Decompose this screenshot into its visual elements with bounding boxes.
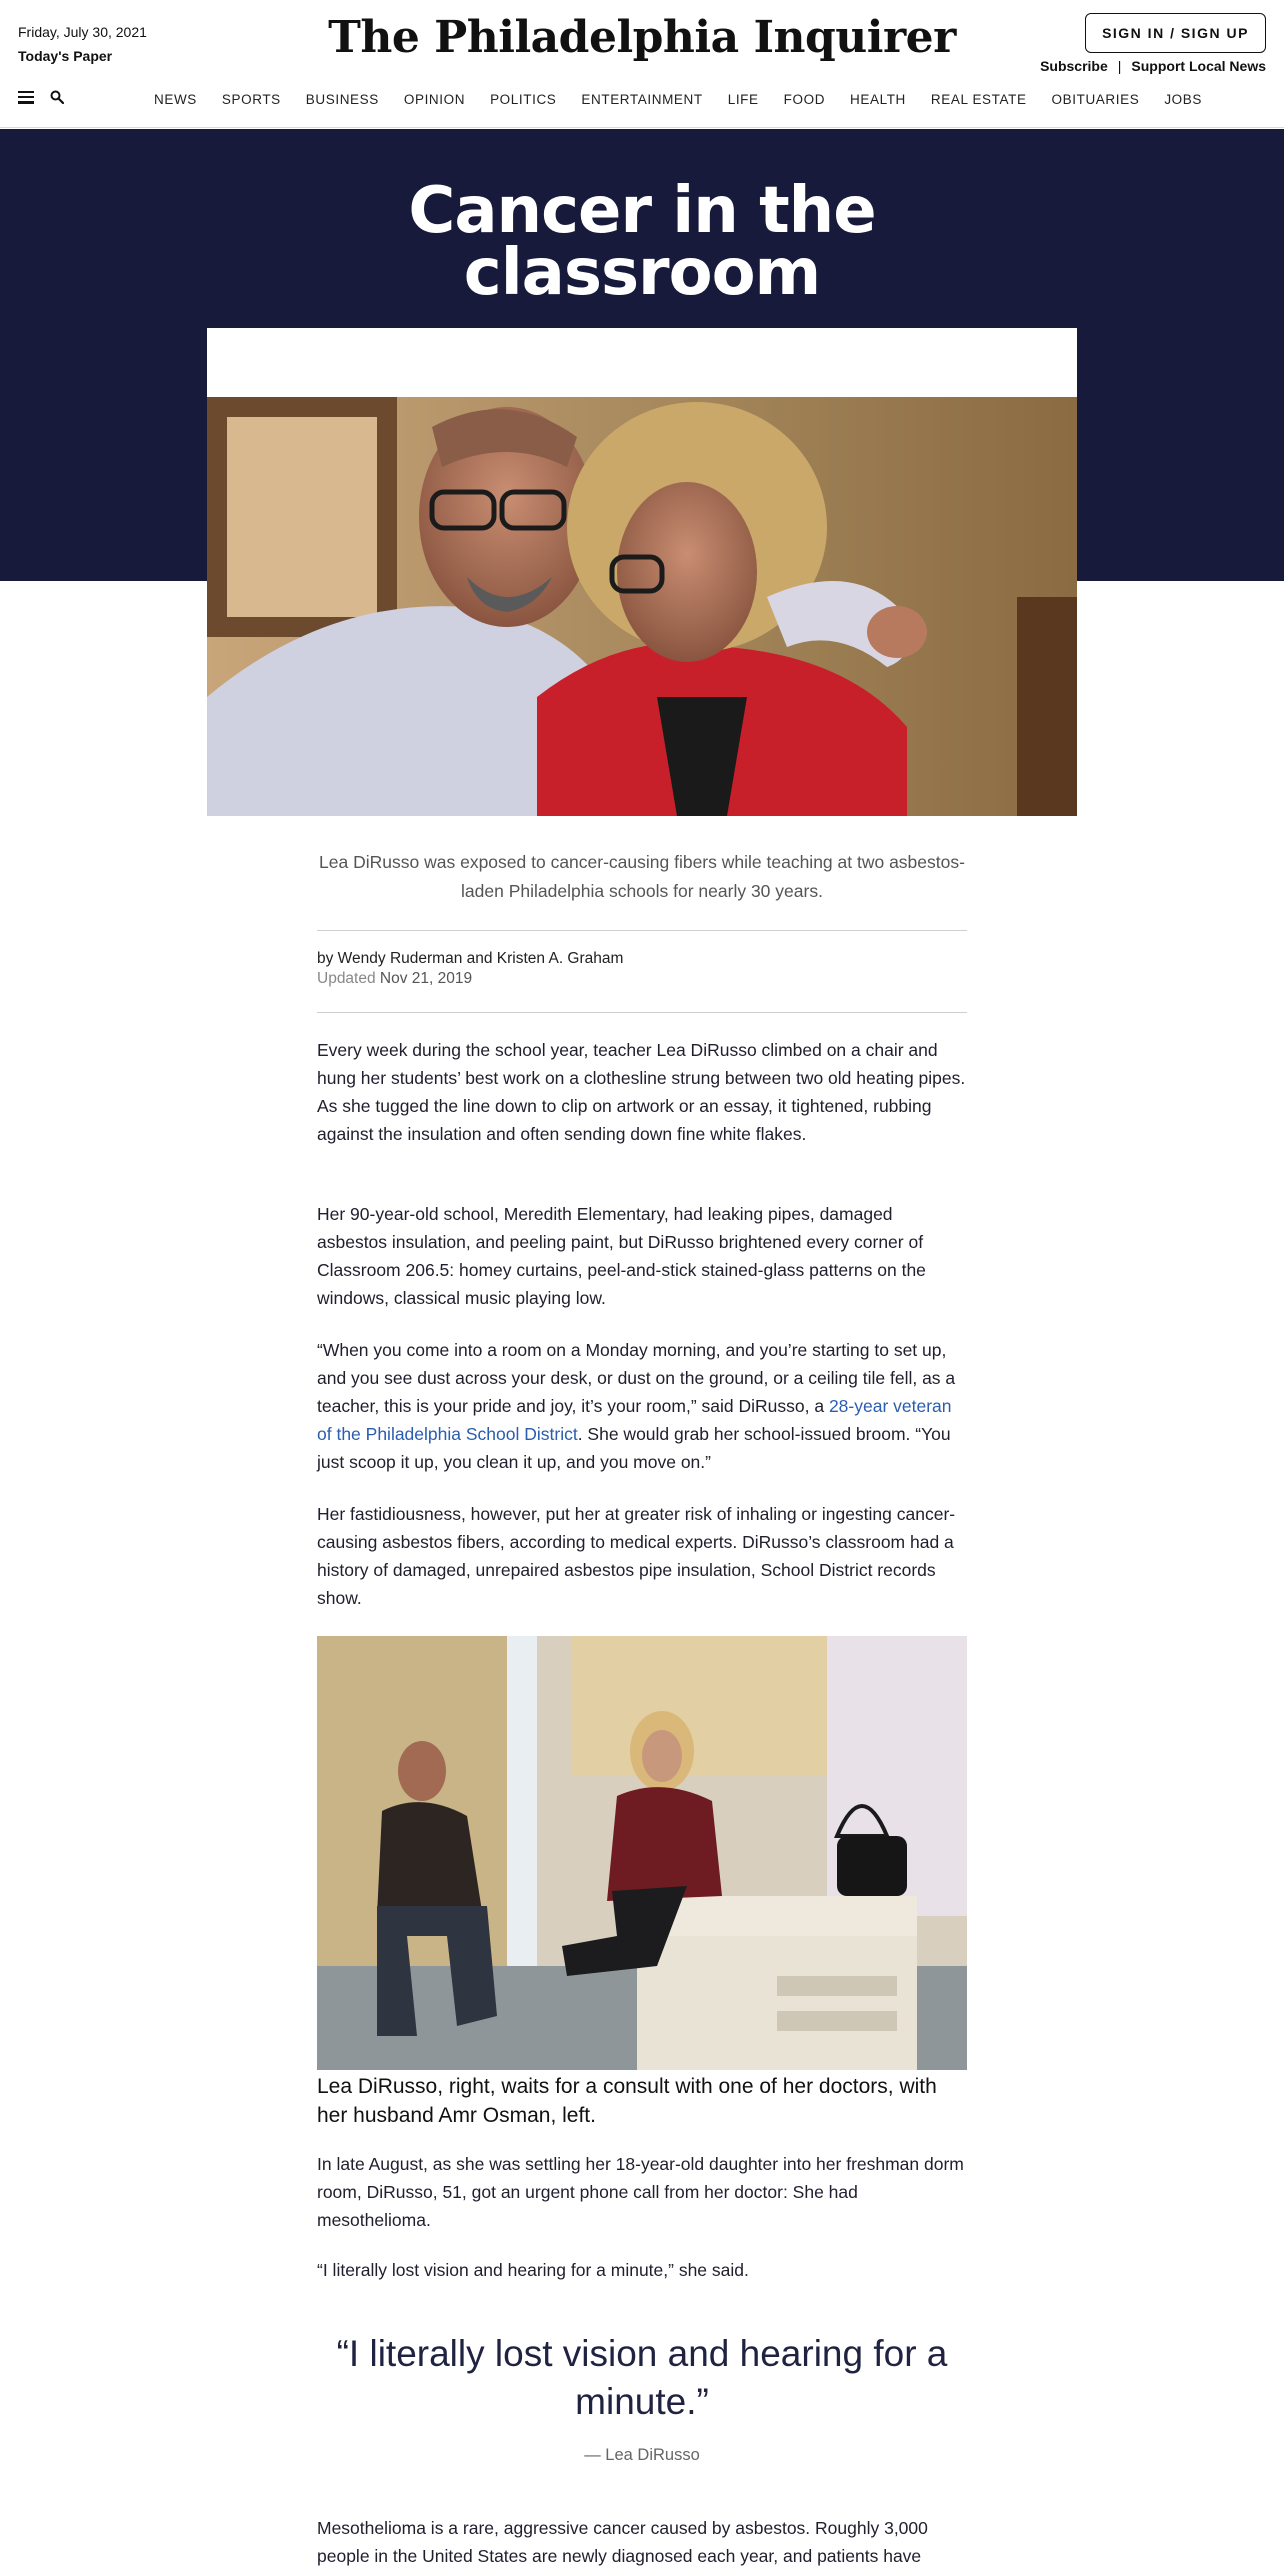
nav-item-entertainment[interactable]: ENTERTAINMENT — [581, 92, 703, 107]
nav-item-news[interactable]: NEWS — [154, 92, 197, 107]
nav-item-opinion[interactable]: OPINION — [403, 92, 466, 107]
link-separator: | — [1117, 58, 1122, 74]
school-district-link[interactable]: 28-year veteran of the Philadelphia School District — [317, 1396, 952, 1444]
current-date: Friday, July 30, 2021 — [18, 24, 147, 40]
byline[interactable]: by Wendy Ruderman and Kristen A. Graham — [317, 950, 624, 967]
section-nav — [154, 92, 1227, 107]
nav-item-politics[interactable]: POLITICS — [490, 92, 557, 107]
nav-item-life[interactable]: LIFE — [727, 92, 759, 107]
article-paragraph: Her 90-year-old school, Meredith Elementary, had leaking pipes, damaged asbestos insulation, and peeling paint, but DiRusso brightened every corner of Classroom 206.5: homey curtains, peel-and-stick stained-glass patterns on the windows, classical music playing low. — [317, 1204, 926, 1308]
updated-label: Updated — [317, 970, 376, 987]
updated-date: Nov 21, 2019 — [379, 970, 473, 987]
article-paragraph: Every week during the school year, teacher Lea DiRusso climbed on a chair and hung her students’ best work on a clothesline strung between two old heating pipes. As she tugged the line down to clip on artwork or an essay, it tightened, rubbing against the insulation and often sending down fine white flakes. — [317, 1040, 966, 1144]
subscribe-link[interactable]: Subscribe — [1040, 58, 1108, 74]
headline-line-1: Cancer in the — [408, 174, 876, 248]
paragraph-text: . She would grab her school-issued broom. “You just scoop it up, you clean it up, and you move on.” — [317, 1424, 951, 1472]
nav-item-real-estate[interactable]: REAL ESTATE — [930, 92, 1027, 107]
article-paragraph: In late August, as she was settling her 18-year-old daughter into her freshman dorm room, DiRusso, 51, got an urgent phone call from her doctor: She had mesothelioma. — [317, 2154, 964, 2230]
updated-timestamp — [317, 970, 967, 988]
nav-item-obituaries[interactable]: OBITUARIES — [1051, 92, 1140, 107]
nav-item-business[interactable]: BUSINESS — [305, 92, 379, 107]
support-local-news-link[interactable]: Support Local News — [1131, 58, 1266, 74]
sign-in-button[interactable]: SIGN IN / SIGN UP — [1085, 13, 1266, 53]
nav-item-health[interactable]: HEALTH — [850, 92, 906, 107]
site-header — [0, 0, 1284, 128]
inline-photo-caption: Lea DiRusso, right, waits for a consult with one of her doctors, with her husband Amr Osman, left. — [317, 2075, 937, 2127]
paragraph-text: “When you come into a room on a Monday morning, and you’re starting to set up, and you see dust across your desk, or dust on the ground, or a ceiling tile fell, as a teacher, this is your pride and joy, it’s your room,” said DiRusso, a — [317, 1340, 956, 1416]
hamburger-menu-icon[interactable] — [18, 91, 34, 104]
header-links — [1040, 58, 1266, 74]
nav-icons — [18, 90, 64, 104]
todays-paper-link[interactable]: Today's Paper — [18, 48, 113, 64]
byline-divider — [317, 1012, 967, 1013]
article-paragraph: Her fastidiousness, however, put her at greater risk of inhaling or ingesting cancer-causing asbestos fibers, according to medical experts. DiRusso’s classroom had a history of damaged, unrepaired asbestos pipe insulation, School District records show. — [317, 1504, 956, 1608]
masthead-logo[interactable]: The Philadelphia Inquirer — [328, 12, 956, 63]
article-paragraph — [317, 1336, 967, 1476]
pull-quote-attribution: — Lea DiRusso — [584, 2446, 700, 2464]
pull-quote: “I literally lost vision and hearing for a minute.” — [336, 2333, 948, 2422]
hero-photo-caption: Lea DiRusso was exposed to cancer-causing fibers while teaching at two asbestos-laden Philadelphia schools for nearly 30 years. — [319, 852, 965, 901]
nav-item-food[interactable]: FOOD — [783, 92, 826, 107]
headline-line-2: classroom — [463, 236, 821, 310]
nav-item-sports[interactable]: SPORTS — [221, 92, 281, 107]
article-paragraph: “I literally lost vision and hearing for a minute,” she said. — [317, 2260, 749, 2280]
article-headline — [0, 174, 1284, 310]
search-icon[interactable] — [50, 90, 64, 104]
doctor-office-photo — [317, 1636, 967, 2070]
hero-photo — [207, 397, 1077, 816]
caption-divider — [317, 930, 967, 931]
nav-item-jobs[interactable]: JOBS — [1164, 92, 1202, 107]
article-paragraph: Mesothelioma is a rare, aggressive cancer caused by asbestos. Roughly 3,000 people in the United States are newly diagnosed each year, and patients have — [317, 2518, 928, 2566]
